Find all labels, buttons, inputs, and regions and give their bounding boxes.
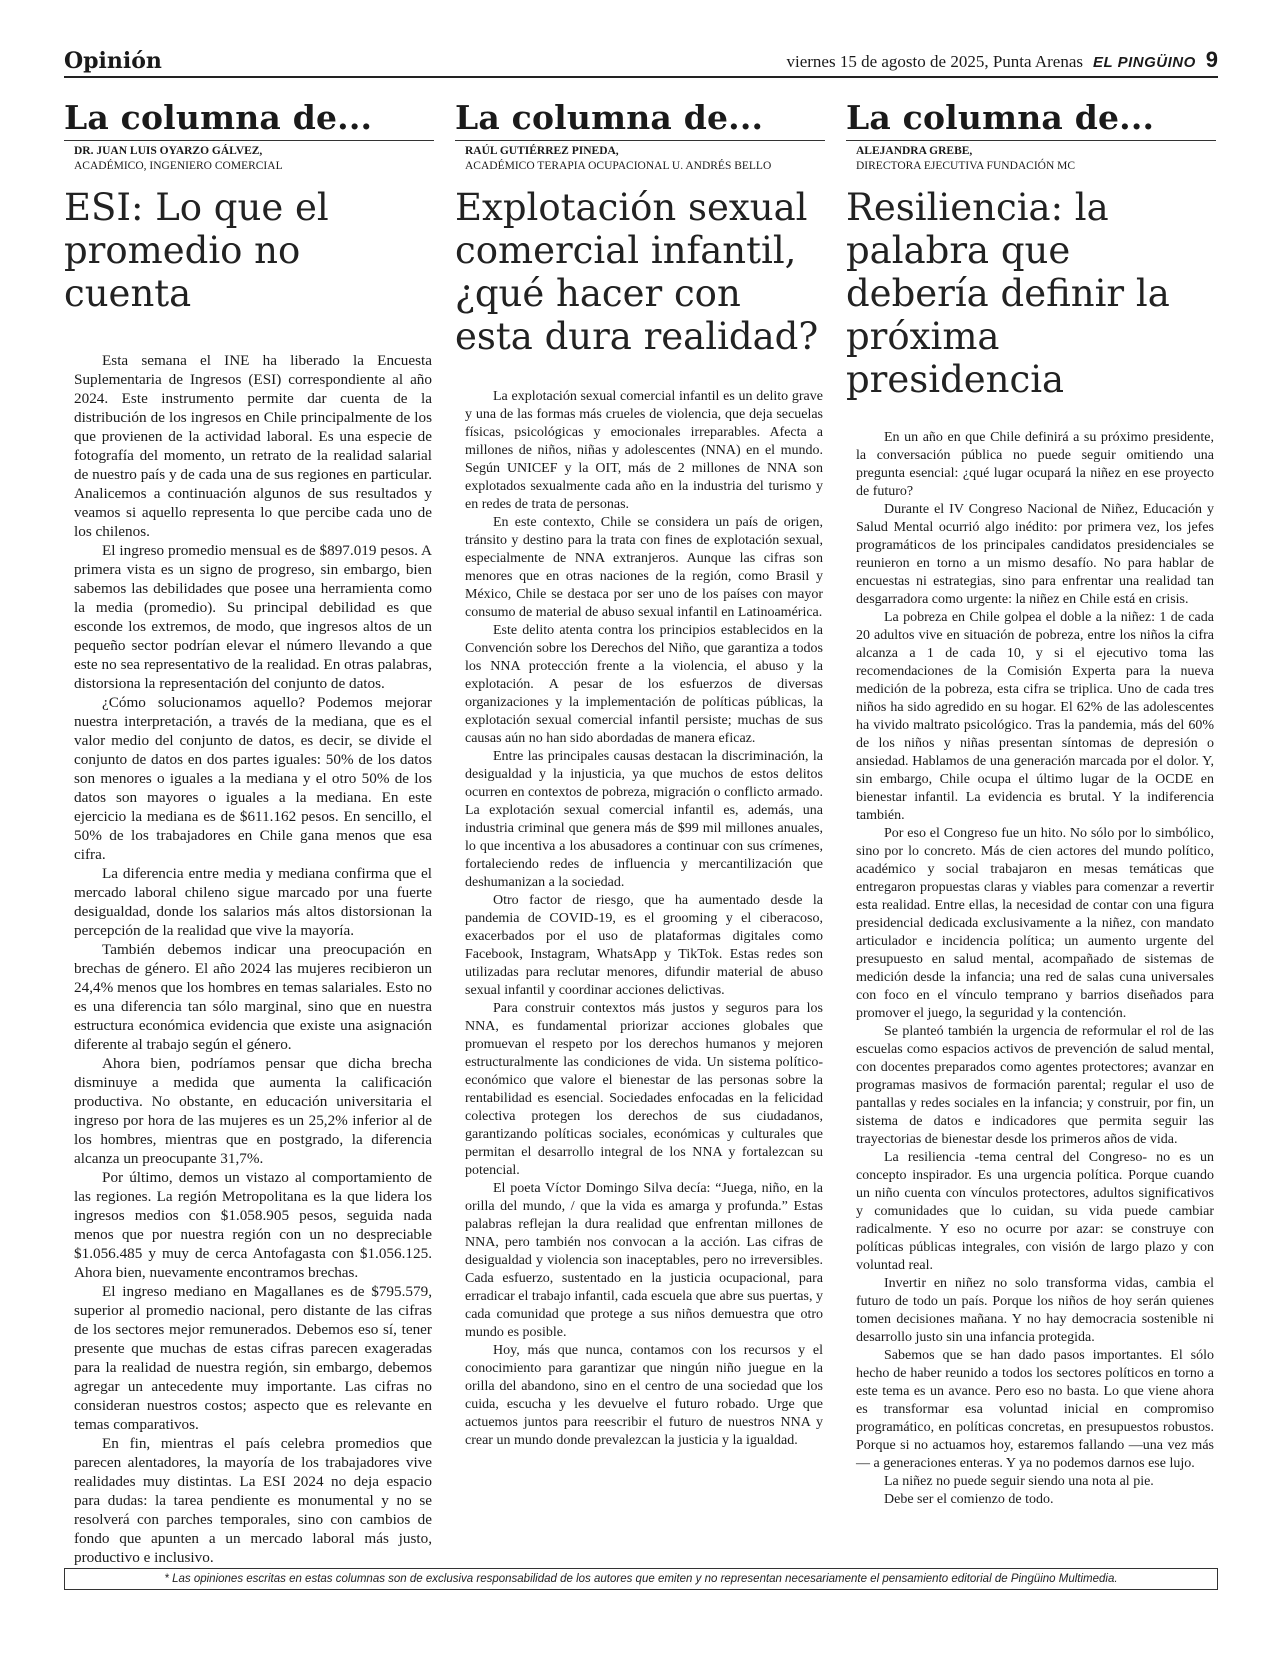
section-name: Opinión <box>64 48 162 74</box>
column-label: La columna de... <box>455 98 825 141</box>
column-label: La columna de... <box>64 98 434 141</box>
paragraph: Debe ser el comienzo de todo. <box>884 1492 1054 1507</box>
editorial-disclaimer: * Las opiniones escritas en estas columnas son de exclusiva responsabilidad de los autores que emiten y no representan necesariamente el pensamiento editorial de Pingüino Multimedia. <box>64 1568 1218 1590</box>
paragraph: El poeta Víctor Domingo Silva decía: “Juega, niño, en la orilla del mundo, / que la vida es amarga y profunda.” Estas palabras reflejan la dura realidad que enfrentan millones de NNA, pero también nos convocan a la acción. Las cifras de desigualdad y violencia son inaceptables, pero no irreversibles. Cada esfuerzo, sustentado en la justicia ocupacional, para erradicar el trabajo infantil, cada escuela que abre sus puertas, y cada comunidad que protege a sus niños demuestra que otro mundo es posible. <box>465 1181 823 1340</box>
opinion-column-3 <box>846 98 1216 1509</box>
author-role: DIRECTORA EJECUTIVA FUNDACIÓN MC <box>856 160 1076 172</box>
column-label: La columna de... <box>846 98 1216 141</box>
paragraph: En fin, mientras el país celebra promedios que parecen alentadores, la mayoría de los trabajadores vive realidades muy distintas. La ESI 2024 no deja espacio para dudas: la tarea pendiente es monumental y no se resolverá con parches temporales, sino con cambios de fondo que apunten a un mercado laboral más justo, productivo e inclusivo. <box>74 1435 432 1566</box>
paragraph: Otro factor de riesgo, que ha aumentado desde la pandemia de COVID-19, es el grooming y el ciberacoso, exacerbados por el uso de plataformas digitales como Facebook, Instagram, WhatsApp y TikTok. Estas redes son utilizadas para reclutar menores, difundir material de abuso sexual infantil y coordinar acciones delictivas. <box>465 893 823 998</box>
author-name: ALEJANDRA GREBE, <box>856 145 973 157</box>
paragraph: Durante el IV Congreso Nacional de Niñez, Educación y Salud Mental ocurrió algo inédito: por primera vez, los jefes programáticos de los principales candidatos presidenciales se reunieron en torno a un mismo desafío. No para hablar de encuestas ni estrategias, sino para enfrentar una realidad tan desgarradora como urgente: la niñez en Chile está en crisis. <box>856 502 1214 607</box>
author-role: ACADÉMICO, INGENIERO COMERCIAL <box>74 160 283 172</box>
paragraph: En un año en que Chile definirá a su próximo presidente, la conversación pública no puede seguir omitiendo una pregunta esencial: ¿qué lugar ocupará la niñez en ese proyecto de futuro? <box>856 430 1214 499</box>
author-info <box>856 144 1216 174</box>
page-header <box>64 46 1218 78</box>
paragraph: La resiliencia -tema central del Congreso- no es un concepto inspirador. Es una urgencia política. Porque cuando un niño cuenta con vínculos protectores, adultos significativos y comunidades que lo cuidan, su vida puede cambiar radicalmente. Y eso no ocurre por azar: se construye con políticas públicas integrales, con visión de largo plazo y con voluntad real. <box>856 1150 1214 1273</box>
paragraph: Entre las principales causas destacan la discriminación, la desigualdad y la injusticia, ya que muchos de estos delitos ocurren en contextos de pobreza, migración o conflicto armado. La explotación sexual comercial infantil es, además, una industria criminal que genera más de $99 mil millones anuales, lo que incentiva a los abusadores a continuar con sus crímenes, fortaleciendo redes de influencia y mercantilización que deshumanizan a la sociedad. <box>465 749 823 890</box>
paragraph: El ingreso promedio mensual es de $897.019 pesos. A primera vista es un signo de progreso, sin embargo, bien sabemos las debilidades que posee una herramienta como la media (promedio). Su principal debilidad es que esconde los extremos, de modo, que ingresos altos de un pequeño sector podrían elevar el número llevando a que este no sea representativo de la realidad. En otras palabras, distorsiona la representación del conjunto de datos. <box>74 542 432 692</box>
article-headline: Resiliencia: la palabra que debería definir la próxima presidencia <box>846 186 1170 401</box>
paragraph: La diferencia entre media y mediana confirma que el mercado laboral chileno sigue marcado por una fuerte desigualdad, donde los salarios más altos distorsionan la percepción de la realidad que vive la mayoría. <box>74 865 432 939</box>
article-headline: Explotación sexual comercial infantil, ¿qué hacer con esta dura realidad? <box>455 186 819 358</box>
author-info <box>465 144 825 174</box>
author-name: RAÚL GUTIÉRREZ PINEDA, <box>465 145 619 157</box>
author-info <box>74 144 434 174</box>
author-name: DR. JUAN LUIS OYARZO GÁLVEZ, <box>74 145 263 157</box>
paragraph: El ingreso mediano en Magallanes es de $795.579, superior al promedio nacional, pero distante de las cifras de los sectores mejor remunerados. Debemos eso sí, tener presente que muchas de estas cifras parecen exageradas para la realidad de nuestra región, sin embargo, debemos agregar un antecedente muy importante. Las cifras no consideran nuestros costos; aspecto que es relevante en temas comparativos. <box>74 1283 432 1433</box>
opinion-column-1 <box>64 98 434 1567</box>
author-role: ACADÉMICO TERAPIA OCUPACIONAL U. ANDRÉS BELLO <box>465 160 772 172</box>
paragraph: Por último, demos un vistazo al comportamiento de las regiones. La región Metropolitana es la que lidera los ingresos medios con $1.058.905 pesos, seguida nada menos que por nuestra región con un no despreciable $1.056.485 y muy de cerca Antofagasta con $1.056.125. Ahora bien, nuevamente encontramos brechas. <box>74 1169 432 1281</box>
opinion-column-2 <box>455 98 825 1450</box>
paragraph: Este delito atenta contra los principios establecidos en la Convención sobre los Derechos del Niño, que garantiza a todos los NNA protección frente a la violencia, el abuso y la explotación. A pesar de los esfuerzos de diversas organizaciones y la implementación de políticas públicas, la explotación sexual comercial infantil persiste; muchas de sus causas aún no han sido abordadas de manera eficaz. <box>465 623 823 746</box>
paragraph: Para construir contextos más justos y seguros para los NNA, es fundamental priorizar acciones globales que promuevan el respeto por los derechos humanos y mejoren estructuralmente las condiciones de vida. Un sistema político-económico que valore el bienestar de las personas sobre la rentabilidad es esencial. Sociedades enfocadas en la felicidad colectiva protegen los derechos de sus ciudadanos, garantizando políticas sociales, económicas y culturales que permitan el desarrollo integral de los NNA y fortalezcan su potencial. <box>465 1001 823 1178</box>
article-body <box>455 388 825 1450</box>
article-body <box>846 429 1216 1509</box>
paragraph: ¿Cómo solucionamos aquello? Podemos mejorar nuestra interpretación, a través de la mediana, que es el valor medio del conjunto de datos, es decir, se divide el conjunto de datos en dos partes iguales: 50% de los datos son menores o iguales a la mediana y el otro 50% de los datos son mayores o iguales a la mediana. En este ejercicio la mediana es de $611.162 pesos. En sencillo, el 50% de los trabajadores en Chile gana menos que esa cifra. <box>74 694 432 863</box>
header-right <box>787 47 1219 73</box>
article-body <box>64 351 434 1567</box>
paragraph: La explotación sexual comercial infantil es un delito grave y una de las formas más crueles de violencia, que deja secuelas físicas, psicológicas y emocionales irreparables. Afecta a millones de niños, niñas y adolescentes (NNA) en el mundo. Según UNICEF y la OIT, más de 2 millones de NNA son explotados sexualmente cada año en la industria del turismo y en redes de trata de personas. <box>465 389 823 512</box>
page-number: 9 <box>1205 47 1218 72</box>
paragraph: Sabemos que se han dado pasos importantes. El sólo hecho de haber reunido a todos los sectores políticos en torno a este tema es un avance. Pero eso no basta. Lo que viene ahora es transformar esa voluntad inicial en compromiso programático, en políticas concretas, en presupuestos robustos. Porque si no actuamos hoy, estaremos fallando —una vez más— a generaciones enteras. Y ya no podemos darnos ese lujo. <box>856 1348 1214 1471</box>
paragraph: Ahora bien, podríamos pensar que dicha brecha disminuye a medida que aumenta la calificación productiva. No obstante, en educación universitaria el ingreso por hora de las mujeres es un 25,2% inferior al de los hombres, mientras que en postgrado, la diferencia alcanza un preocupante 31,7%. <box>74 1055 432 1167</box>
paragraph: También debemos indicar una preocupación en brechas de género. El año 2024 las mujeres recibieron un 24,4% menos que los hombres en temas salariales. Esto no es una diferencia tan sólo marginal, sino que en nuestra estructura económica evidencia que existe una asignación diferente al trabajo según el género. <box>74 941 432 1053</box>
paragraph: La pobreza en Chile golpea el doble a la niñez: 1 de cada 20 adultos vive en situación de pobreza, entre los niños la cifra alcanza a 1 de cada 10, y si el ejecutivo toma las recomendaciones de la Comisión Experta para la nueva medición de la pobreza, esta cifra se triplica. Uno de cada tres niños ha sido agredido en su hogar. El 62% de las adolescentes ha vivido maltrato psicológico. Tras la pandemia, más del 60% de los niños y niñas presentan síntomas de depresión o ansiedad. Hablamos de una generación marcada por el dolor. Y, sin embargo, Chile ocupa el último lugar de la OCDE en bienestar infantil. La evidencia es brutal. Y la indiferencia también. <box>856 610 1214 823</box>
article-headline: ESI: Lo que el promedio no cuenta <box>64 186 329 315</box>
paragraph: Por eso el Congreso fue un hito. No sólo por lo simbólico, sino por lo concreto. Más de cien actores del mundo político, académico y social trabajaron en mesas temáticas que entregaron propuestas claras y viables para comenzar a revertir esta realidad. Entre ellas, la necesidad de contar con una figura presidencial dedicada exclusivamente a la niñez, con mandato articulador e incidencia política; un aumento urgente del presupuesto en salud mental, acompañado de sistemas de medición desde la infancia; una red de salas cuna universales con foco en el vínculo temprano y barrios diseñados para promover el juego, la seguridad y la contención. <box>856 826 1214 1021</box>
paragraph: En este contexto, Chile se considera un país de origen, tránsito y destino para la trata con fines de explotación sexual, especialmente de NNA extranjeros. Aunque las cifras son menores que en otras naciones de la región, como Brasil y México, Chile se destaca por ser uno de los países con mayor consumo de material de abuso sexual infantil en Latinoamérica. <box>465 515 823 620</box>
paragraph: Invertir en niñez no solo transforma vidas, cambia el futuro de todo un país. Porque los niños de hoy serán quienes tomen decisiones mañana. Y no hay democracia sostenible ni desarrollo justo sin una infancia protegida. <box>856 1276 1214 1345</box>
newspaper-logo: EL PINGÜINO <box>1093 54 1196 71</box>
paragraph: Se planteó también la urgencia de reformular el rol de las escuelas como espacios activos de prevención de salud mental, con docentes preparados como agentes protectores; avanzar en programas masivos de formación parental; regular el uso de pantallas y redes sociales en la infancia; y construir, por fin, un sistema de datos e indicadores que permita seguir las trayectorias de bienestar desde los primeros años de vida. <box>856 1024 1214 1147</box>
paragraph: Esta semana el INE ha liberado la Encuesta Suplementaria de Ingresos (ESI) correspondiente al año 2024. Este instrumento permite dar cuenta de la distribución de los ingresos en Chile principalmente de los que provienen de la actividad laboral. Es una especie de fotografía del momento, un retrato de la realidad salarial de nuestro país y de cada una de sus regiones en particular. Analicemos a continuación algunos de sus resultados y veamos si aquello representa lo que percibe cada uno de los chilenos. <box>74 352 432 540</box>
paragraph: La niñez no puede seguir siendo una nota al pie. <box>884 1474 1154 1489</box>
date-location: viernes 15 de agosto de 2025, Punta Arenas <box>786 52 1083 71</box>
paragraph: Hoy, más que nunca, contamos con los recursos y el conocimiento para garantizar que ningún niño juegue en la orilla del abandono, sino en el centro de una sociedad que los cuida, escucha y les devuelve el futuro robado. Urge que actuemos juntos para reescribir el futuro de nuestros NNA y crear un mundo donde prevalezcan la justicia y la igualdad. <box>465 1343 823 1448</box>
